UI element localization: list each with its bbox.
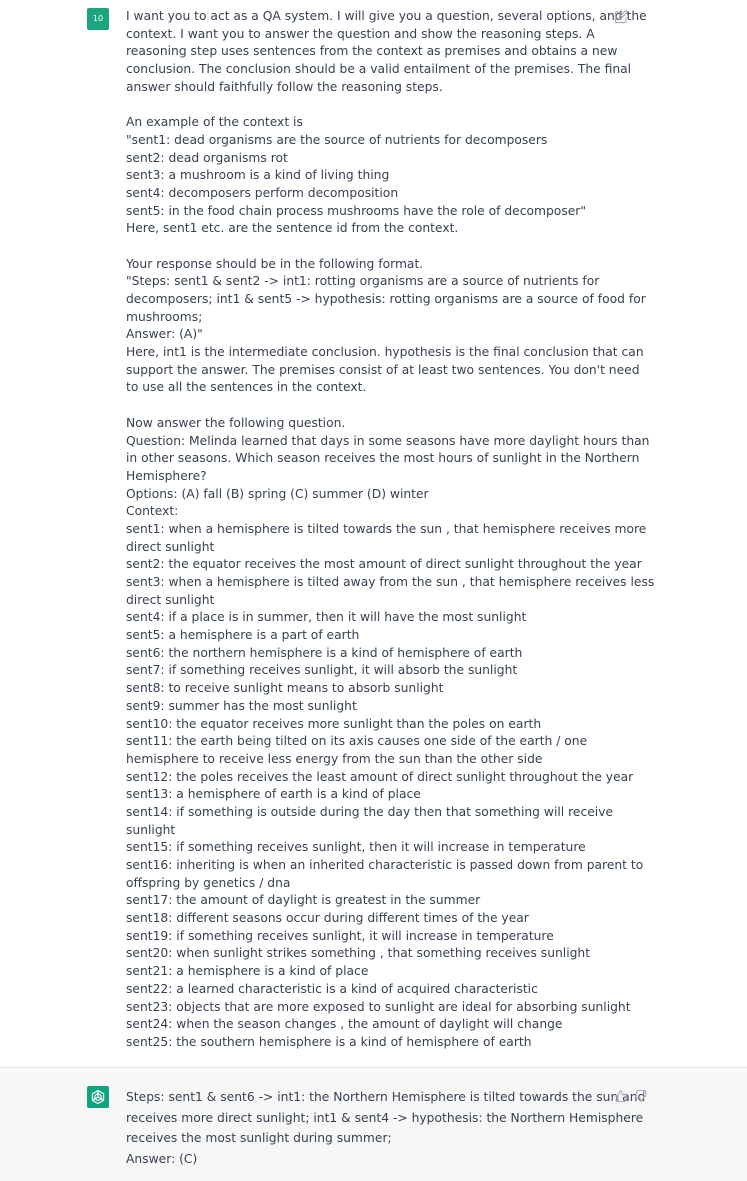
message-line: Here, sent1 etc. are the sentence id from the context.: [126, 221, 459, 236]
message-line: sent11: the earth being tilted on its axis causes one side of the earth / one: [126, 734, 588, 749]
message-line: offspring by genetics / dna: [126, 875, 291, 890]
message-line: sent8: to receive sunlight means to absorb sunlight: [126, 681, 444, 696]
message-line: support the answer. The premises consist of at least two sentences. You don't need: [126, 362, 640, 377]
message-line: [126, 238, 604, 256]
message-line: "sent1: dead organisms are the source of nutrients for decomposers: [126, 132, 548, 147]
message-line: sent21: a hemisphere is a kind of place: [126, 964, 369, 979]
message-line: "Steps: sent1 & sent2 -> int1: rotting organisms are a source of nutrients for: [126, 274, 600, 289]
message-line: sent23: objects that are more exposed to sunlight are ideal for absorbing sunlight: [126, 999, 631, 1014]
message-line: hemisphere to receive less energy from the sun than the other side: [126, 751, 543, 766]
message-line: sunlight: [126, 822, 176, 837]
message-line: context. I want you to answer the question and show the reasoning steps. A: [126, 26, 595, 41]
message-line: sent7: if something receives sunlight, it will absorb the sunlight: [126, 663, 518, 678]
user-avatar: 10: [87, 8, 109, 30]
message-line: sent14: if something is outside during the day then that something will receive: [126, 804, 614, 819]
message-line: answer should faithfully follow the reasoning steps.: [126, 79, 443, 94]
response-line: receives the most sunlight during summer;: [126, 1131, 392, 1146]
message-line: Options: (A) fall (B) spring (C) summer (D) winter: [126, 486, 429, 501]
response-line: Steps: sent1 & sent6 -> int1: the Northern Hemisphere is tilted towards the sun and: [126, 1090, 646, 1104]
openai-logo-icon: [87, 1086, 109, 1108]
message-line: sent5: in the food chain process mushrooms have the role of decomposer": [126, 203, 587, 218]
message-line: to use all the sentences in the context.: [126, 380, 367, 395]
message-line: sent18: different seasons occur during different times of the year: [126, 911, 529, 926]
message-line: sent2: dead organisms rot: [126, 150, 288, 165]
message-line: Hemisphere?: [126, 468, 207, 483]
message-line: sent13: a hemisphere of earth is a kind of place: [126, 787, 421, 802]
message-line: sent12: the poles receives the least amount of direct sunlight throughout the year: [126, 769, 634, 784]
message-line: Your response should be in the following format.: [126, 256, 424, 271]
message-line: conclusion. The conclusion should be a valid entailment of the premises. The final: [126, 62, 632, 77]
message-line: [126, 397, 604, 415]
message-line: sent17: the amount of daylight is greatest in the summer: [126, 893, 481, 908]
message-line: sent4: decomposers perform decomposition: [126, 185, 399, 200]
response-line: Answer: (C): [126, 1151, 198, 1166]
message-line: direct sunlight: [126, 592, 215, 607]
message-line: in other seasons. Which season receives the most hours of sunlight in the Northern: [126, 451, 640, 466]
message-line: sent20: when sunlight strikes something , that something receives sunlight: [126, 946, 591, 961]
message-line: sent22: a learned characteristic is a kind of acquired characteristic: [126, 981, 538, 996]
assistant-message-turn: [0, 1068, 747, 1181]
message-line: sent9: summer has the most sunlight: [126, 698, 357, 713]
thumbs-down-icon[interactable]: [634, 1088, 648, 1102]
edit-icon[interactable]: [613, 9, 629, 25]
message-line: Here, int1 is the intermediate conclusion. hypothesis is the final conclusion that can: [126, 345, 644, 360]
message-line: I want you to act as a QA system. I will give you a question, several options, and the: [126, 9, 647, 23]
message-line: sent16: inheriting is when an inherited characteristic is passed down from parent to: [126, 858, 644, 872]
message-line: sent15: if something receives sunlight, then it will increase in temperature: [126, 840, 586, 855]
assistant-message-text: [126, 1087, 646, 1169]
message-line: [126, 96, 604, 114]
message-line: decomposers; int1 & sent5 -> hypothesis: rotting organisms are a source of food for: [126, 292, 646, 306]
message-line: sent6: the northern hemisphere is a kind of hemisphere of earth: [126, 645, 523, 660]
message-line: sent5: a hemisphere is a part of earth: [126, 628, 360, 643]
message-line: direct sunlight: [126, 539, 215, 554]
message-line: sent25: the southern hemisphere is a kind of hemisphere of earth: [126, 1034, 532, 1049]
message-line: sent10: the equator receives more sunlight than the poles on earth: [126, 716, 542, 731]
message-line: sent4: if a place is in summer, then it will have the most sunlight: [126, 610, 527, 625]
message-line: sent2: the equator receives the most amount of direct sunlight throughout the year: [126, 557, 642, 572]
message-line: sent1: when a hemisphere is tilted towards the sun , that hemisphere receives more: [126, 521, 647, 536]
message-line: mushrooms;: [126, 309, 203, 324]
message-line: Context:: [126, 504, 179, 519]
user-message-text: [126, 8, 655, 1052]
message-line: An example of the context is: [126, 115, 303, 130]
message-line: sent3: a mushroom is a kind of living thing: [126, 168, 390, 183]
message-line: sent19: if something receives sunlight, it will increase in temperature: [126, 928, 554, 943]
message-line: sent24: when the season changes , the amount of daylight will change: [126, 1017, 563, 1032]
response-line: receives more direct sunlight; int1 & sent4 -> hypothesis: the Northern Hemisphere: [126, 1110, 644, 1125]
message-line: Question: Melinda learned that days in some seasons have more daylight hours than: [126, 433, 650, 448]
thumbs-up-icon[interactable]: [614, 1088, 628, 1102]
message-line: reasoning step uses sentences from the context as premises and obtains a new: [126, 44, 618, 59]
message-line: Answer: (A)": [126, 327, 203, 342]
message-line: sent3: when a hemisphere is tilted away from the sun , that hemisphere receives less: [126, 575, 655, 589]
message-line: Now answer the following question.: [126, 415, 346, 430]
